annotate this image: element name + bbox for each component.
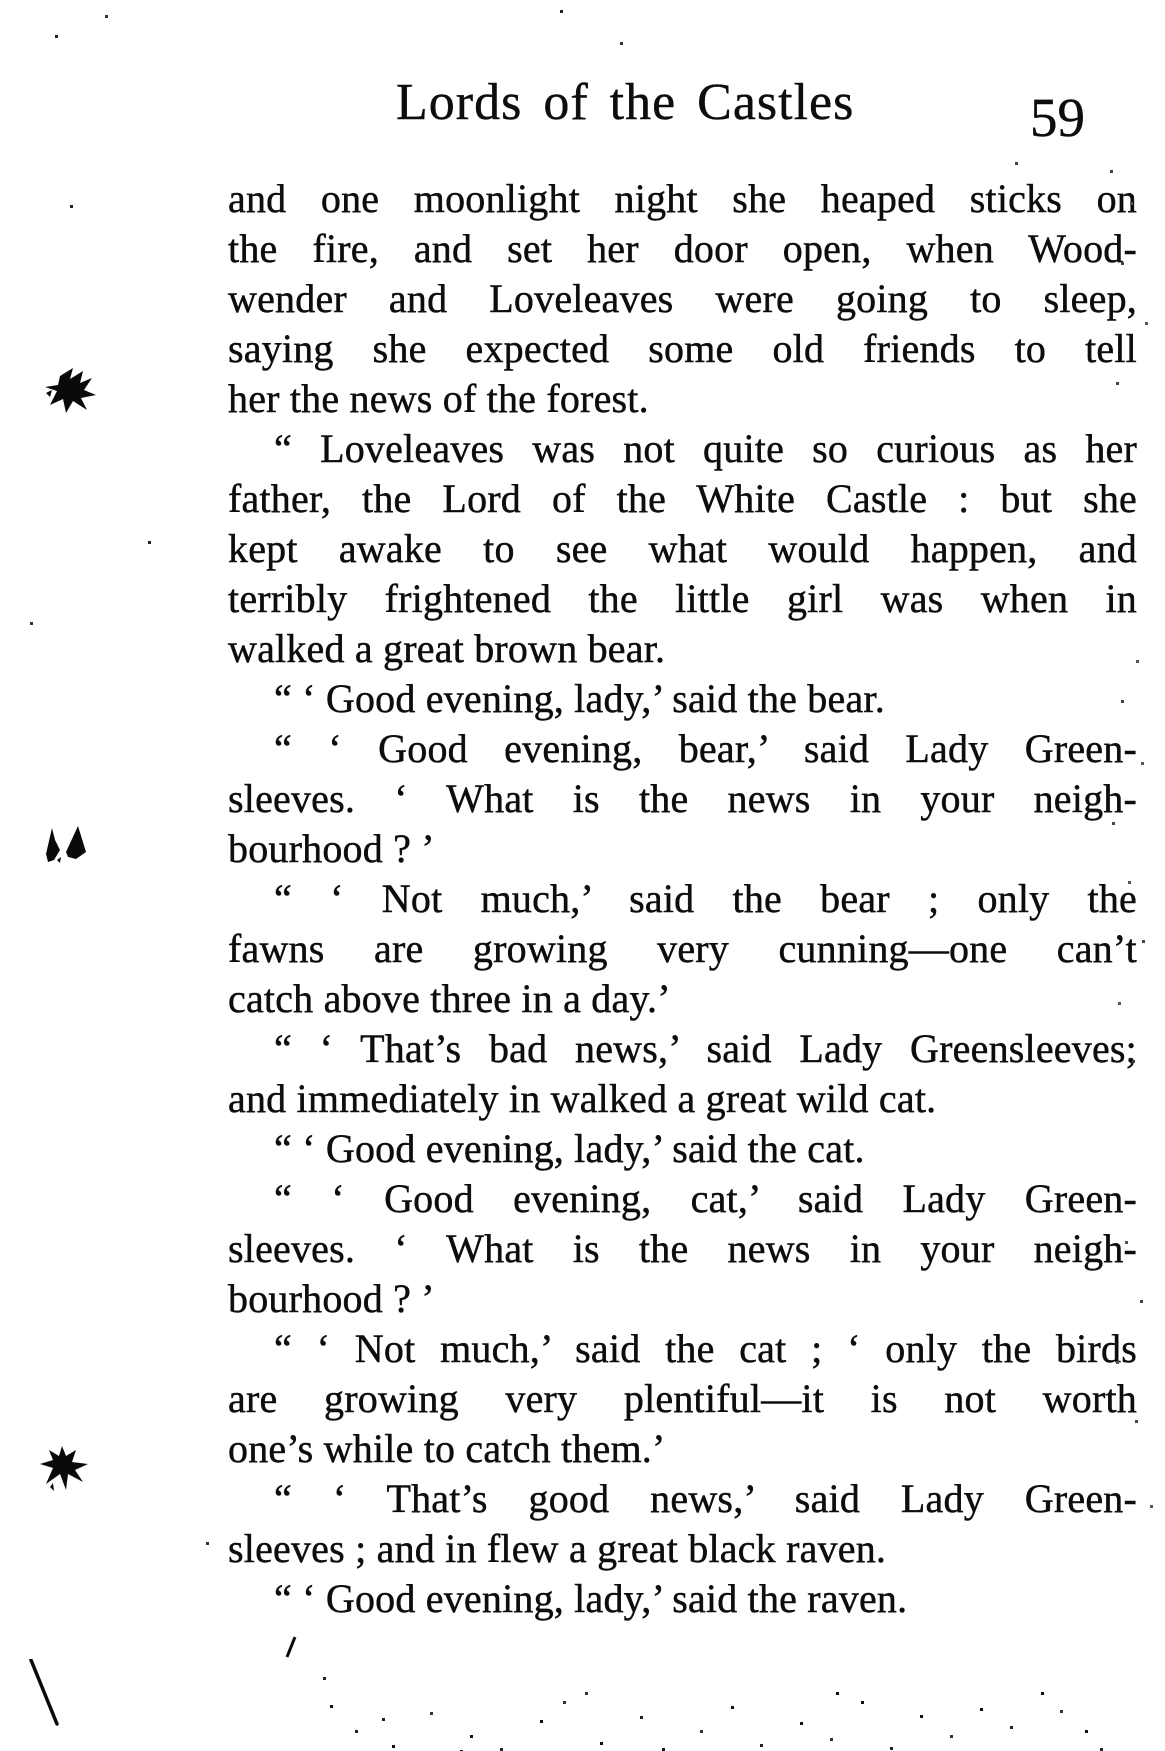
text-line: “ ‘ Good evening, bear,’ said Lady Green- — [274, 726, 1137, 771]
text-line: “ ‘ Good evening, lady,’ said the raven. — [274, 1576, 908, 1621]
text-line: “ ‘ That’s good news,’ said Lady Green- — [274, 1476, 1137, 1521]
ink-blot-icon — [38, 1443, 90, 1493]
pen-slash-icon — [285, 1636, 297, 1658]
text-line: kept awake to see what would happen, and — [228, 526, 1137, 571]
text-line: saying she expected some old friends to tell — [228, 326, 1137, 371]
text-line: fawns are growing very cunning—one can’t — [228, 926, 1137, 971]
text-line: bourhood ? ’ — [228, 826, 435, 871]
text-line: “ ‘ Good evening, lady,’ said the cat. — [274, 1126, 865, 1171]
text-block — [228, 174, 1137, 1624]
text-line: one’s while to catch them.’ — [228, 1426, 666, 1471]
text-line: “ ‘ Not much,’ said the bear ; only the — [274, 876, 1137, 921]
page-number: 59 — [1030, 87, 1085, 148]
text-line: sleeves. ‘ What is the news in your neigh- — [228, 1226, 1137, 1271]
text-line: father, the Lord of the White Castle : but she — [228, 476, 1137, 521]
ink-blot-icon — [40, 826, 90, 864]
text-line: sleeves. ‘ What is the news in your neigh- — [228, 776, 1137, 821]
text-line: the fire, and set her door open, when Wood- — [228, 226, 1137, 271]
text-line: sleeves ; and in flew a great black raven. — [228, 1526, 887, 1571]
text-line: “ ‘ Good evening, cat,’ said Lady Green- — [274, 1176, 1137, 1221]
text-line: and immediately in walked a great wild cat. — [228, 1076, 937, 1121]
text-line: bourhood ? ’ — [228, 1276, 435, 1321]
text-line: “ ‘ That’s bad news,’ said Lady Greensleeves; — [274, 1026, 1137, 1071]
text-line: “ ‘ Not much,’ said the cat ; ‘ only the birds — [274, 1326, 1137, 1371]
ink-blot-icon — [42, 363, 98, 417]
text-line: walked a great brown bear. — [228, 626, 666, 671]
text-line: and one moonlight night she heaped sticks on — [228, 176, 1137, 221]
text-line: are growing very plentiful—it is not worth — [228, 1376, 1137, 1421]
text-line: “ Loveleaves was not quite so curious as her — [274, 426, 1137, 471]
pen-stroke-icon — [29, 1659, 61, 1727]
text-line: wender and Loveleaves were going to sleep, — [228, 276, 1137, 321]
text-line: catch above three in a day.’ — [228, 976, 671, 1021]
text-line: terribly frightened the little girl was when in — [228, 576, 1137, 621]
page-title: Lords of the Castles — [396, 74, 855, 131]
text-line: “ ‘ Good evening, lady,’ said the bear. — [274, 676, 885, 721]
text-line: her the news of the forest. — [228, 376, 649, 421]
scan-noise-speckles — [0, 0, 3, 3]
